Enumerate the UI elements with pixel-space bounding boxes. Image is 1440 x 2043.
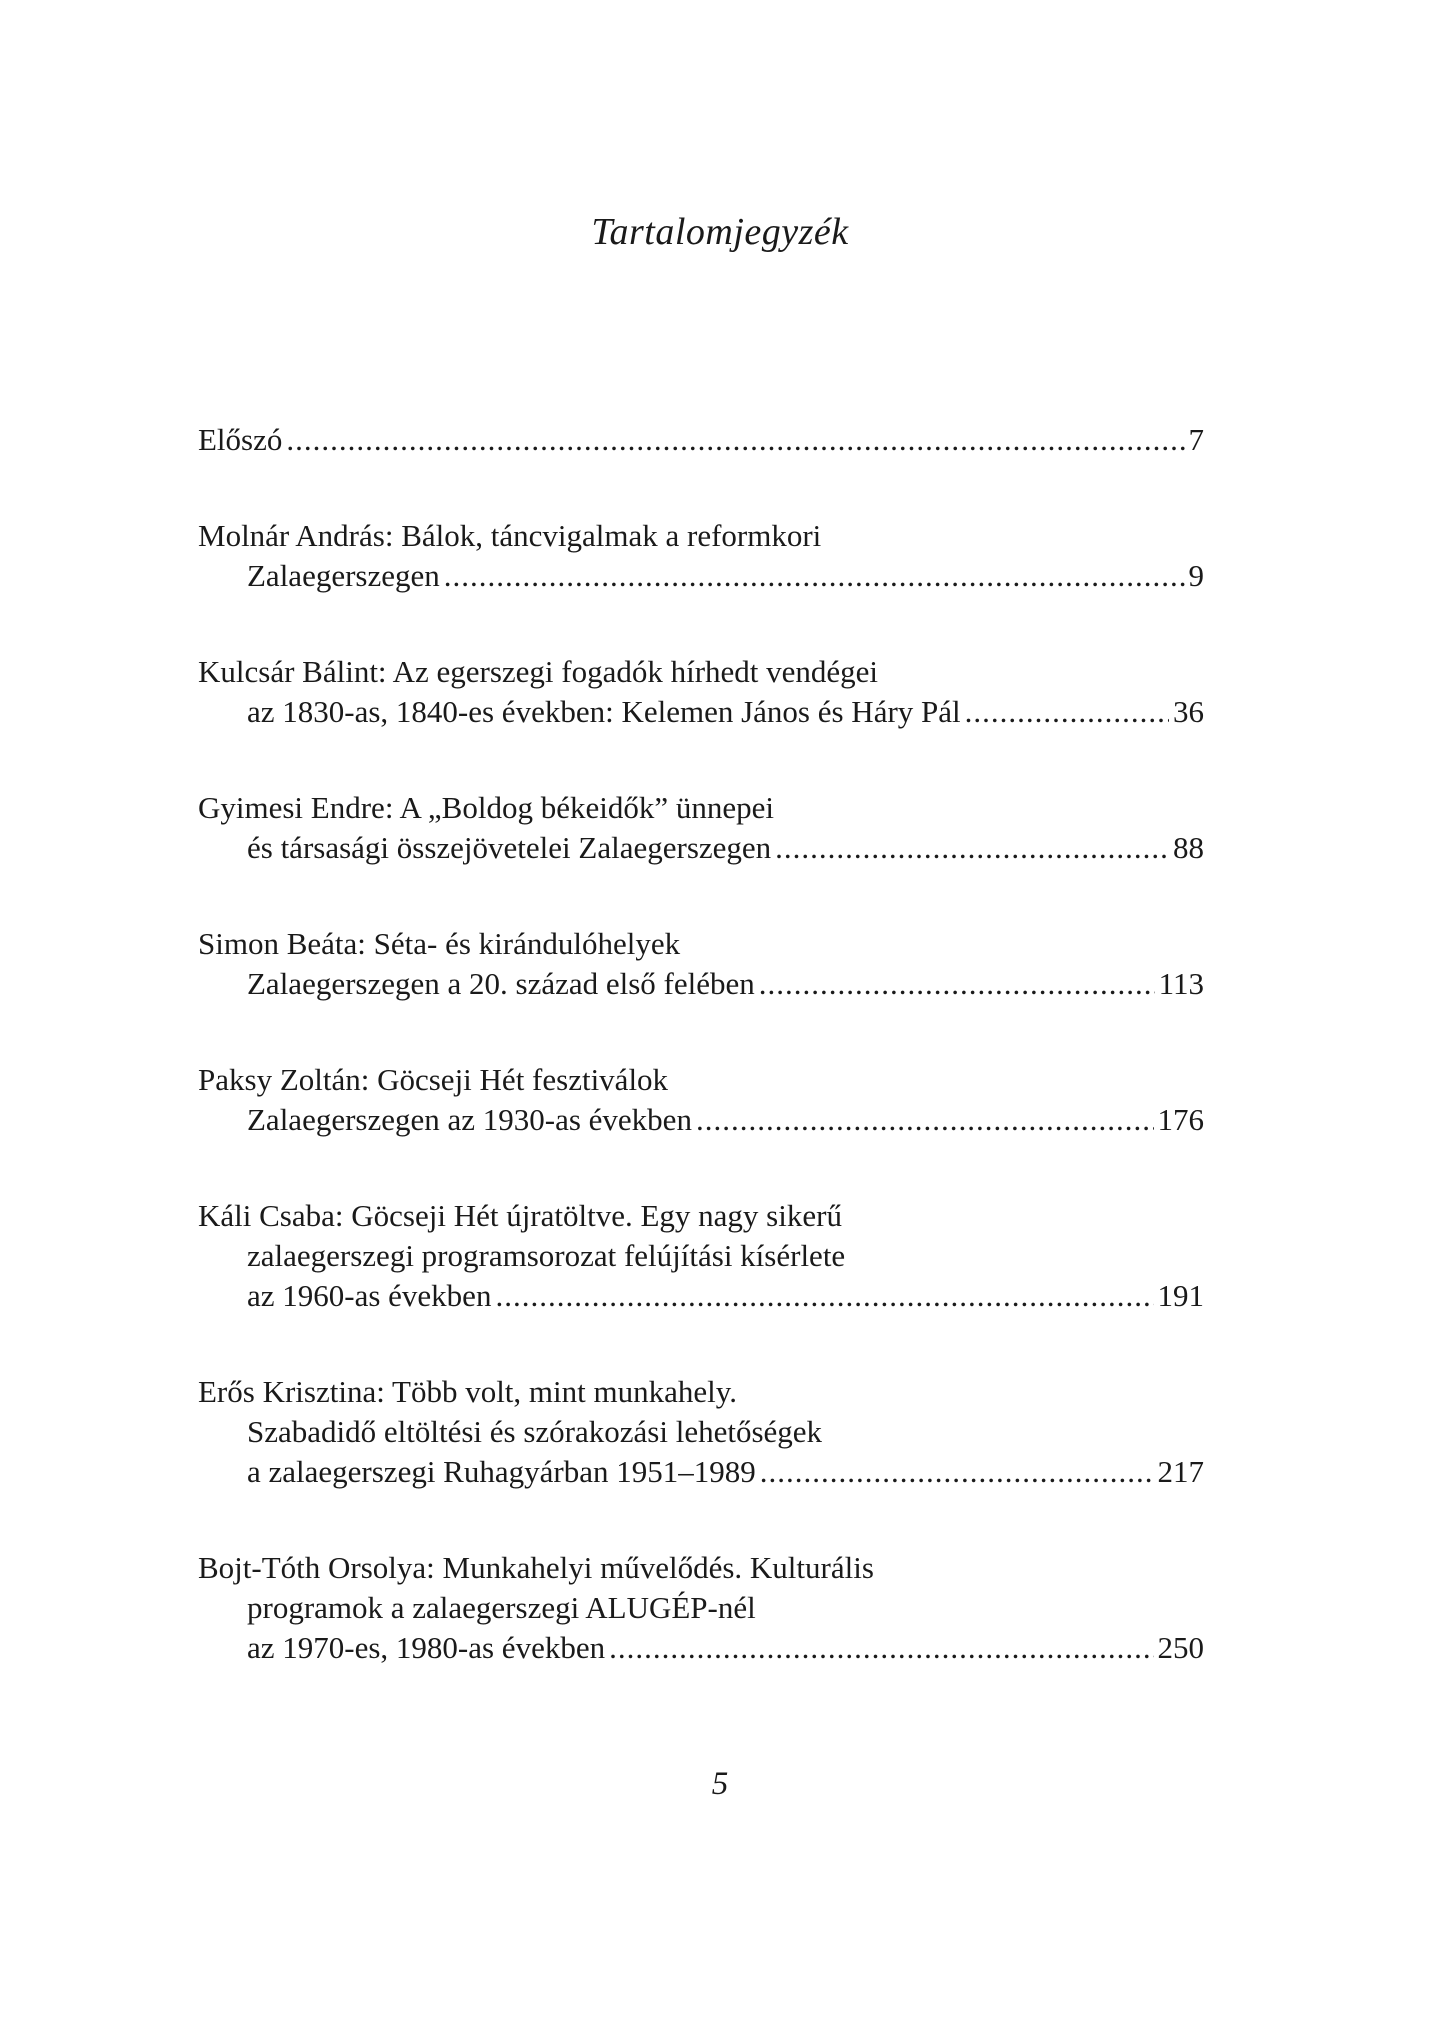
toc-page-number: 113 — [1158, 966, 1204, 1001]
toc-entry — [198, 788, 1204, 868]
dot-leader — [444, 556, 1185, 596]
toc-entry-text: Zalaegerszegen a 20. század első felében — [247, 966, 755, 1001]
toc-entry-line: Simon Beáta: Séta- és kirándulóhelyek — [198, 926, 681, 961]
dot-leader — [609, 1628, 1153, 1668]
toc-entry-line: Szabadidő eltöltési és szórakozási lehetőségek — [247, 1414, 823, 1449]
toc-entry-text: az 1830-as, 1840-es években: Kelemen János és Háry Pál — [247, 694, 961, 729]
toc-entry — [198, 652, 1204, 732]
page-number: 5 — [711, 1766, 729, 1802]
toc-page-number: 217 — [1157, 1454, 1204, 1489]
toc-entry-line: Gyimesi Endre: A „Boldog békeidők” ünnepei — [198, 790, 774, 825]
toc-entry-line — [198, 556, 1204, 596]
toc-entry — [198, 420, 1204, 460]
dot-leader — [696, 1100, 1154, 1140]
toc-entry-line — [198, 1452, 1204, 1492]
toc-page-number: 191 — [1157, 1278, 1204, 1313]
toc-entry — [198, 1372, 1204, 1492]
toc-entry-text: Zalaegerszegen az 1930-as években — [247, 1102, 692, 1137]
toc-entry-text: Zalaegerszegen — [247, 558, 440, 593]
toc-entry — [198, 1196, 1204, 1316]
dot-leader — [760, 1452, 1154, 1492]
toc-entry-line — [198, 692, 1204, 732]
toc-page-number: 36 — [1173, 694, 1204, 729]
toc-entry-line: Erős Krisztina: Több volt, mint munkahely. — [198, 1374, 737, 1409]
toc-entry-text: az 1970-es, 1980-as években — [247, 1630, 606, 1665]
toc-page-number: 88 — [1173, 830, 1204, 865]
toc-entry-text: Előszó — [198, 422, 283, 457]
dot-leader — [286, 420, 1184, 460]
toc-page-number: 9 — [1188, 558, 1204, 593]
table-of-contents — [198, 420, 1204, 1724]
toc-page-number: 250 — [1157, 1630, 1204, 1665]
toc-entry-line: Káli Csaba: Göcseji Hét újratöltve. Egy nagy sikerű — [198, 1198, 842, 1233]
toc-entry-line — [198, 420, 1204, 460]
toc-page-number: 176 — [1157, 1102, 1204, 1137]
dot-leader — [495, 1276, 1153, 1316]
dot-leader — [965, 692, 1169, 732]
dot-leader — [759, 964, 1155, 1004]
toc-entry-line — [198, 1276, 1204, 1316]
toc-entry-line: Molnár András: Bálok, táncvigalmak a reformkori — [198, 518, 822, 553]
toc-entry — [198, 1548, 1204, 1668]
toc-entry-line — [198, 1628, 1204, 1668]
toc-entry-line: zalaegerszegi programsorozat felújítási kísérlete — [247, 1238, 846, 1273]
toc-entry-line — [198, 828, 1204, 868]
toc-page-number: 7 — [1188, 422, 1204, 457]
toc-entry-line: Kulcsár Bálint: Az egerszegi fogadók hírhedt vendégei — [198, 654, 879, 689]
toc-entry-line: Paksy Zoltán: Göcseji Hét fesztiválok — [198, 1062, 669, 1097]
toc-entry — [198, 516, 1204, 596]
toc-entry-line — [198, 1100, 1204, 1140]
toc-entry-text: a zalaegerszegi Ruhagyárban 1951–1989 — [247, 1454, 756, 1489]
toc-entry-line — [198, 964, 1204, 1004]
toc-entry-text: az 1960-as években — [247, 1278, 492, 1313]
toc-entry — [198, 924, 1204, 1004]
toc-entry-line: Bojt-Tóth Orsolya: Munkahelyi művelődés. Kulturális — [198, 1550, 874, 1585]
toc-title: Tartalomjegyzék — [591, 211, 849, 253]
toc-entry-line: programok a zalaegerszegi ALUGÉP-nél — [247, 1590, 756, 1625]
toc-entry-text: és társasági összejövetelei Zalaegerszegen — [247, 830, 772, 865]
dot-leader — [775, 828, 1169, 868]
toc-entry — [198, 1060, 1204, 1140]
